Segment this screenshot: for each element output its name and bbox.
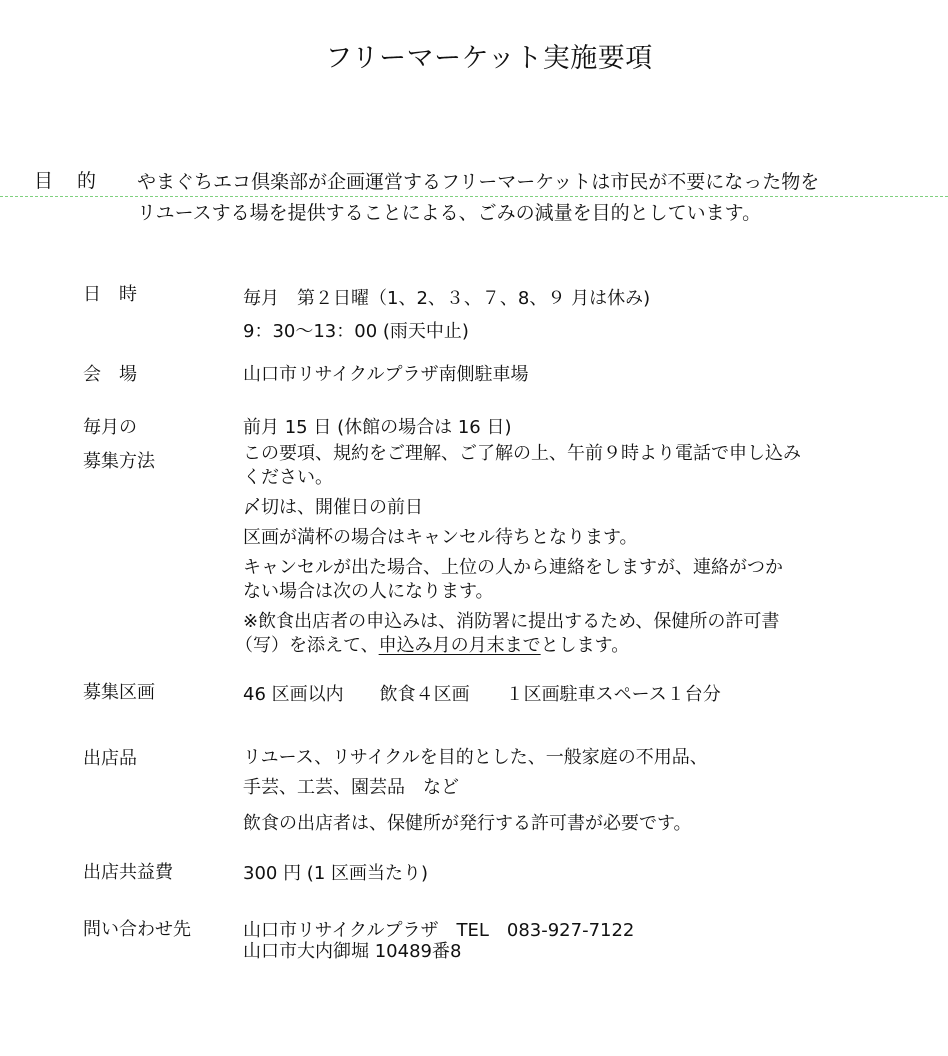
fee-label: 出店共益費: [83, 862, 173, 883]
schedule-date: 毎月 第２日曜（1、2、３、７、8、９ 月は休み): [243, 288, 651, 309]
application-line: ※飲食出店者の申込みは、消防署に提出するため、保健所の許可書: [243, 611, 780, 632]
schedule-time: 9：30～13：00 (雨天中止): [243, 321, 469, 342]
items-line: 手芸、工芸、園芸品 など: [243, 777, 459, 798]
application-line: 区画が満杯の場合はキャンセル待ちとなります。: [243, 527, 638, 548]
items-value: [243, 743, 883, 841]
contact-address: 山口市大内御堀 10489番8: [243, 941, 462, 962]
deadline-prefix: （写）を添えて、: [235, 635, 379, 656]
contact-value: [243, 916, 883, 962]
schedule-value: [243, 282, 883, 348]
purpose-label: 目 的: [34, 170, 97, 192]
venue-value: 山口市リサイクルプラザ南側駐車場: [243, 364, 529, 385]
divider-line: [0, 196, 948, 197]
sections-label: 募集区画: [83, 682, 155, 703]
application-value: [235, 416, 883, 664]
page-title: フリーマーケット実施要項: [325, 43, 653, 74]
contact-phone: 山口市リサイクルプラザ TEL 083-927-7122: [243, 920, 635, 941]
items-line: リユース、リサイクルを目的とした、一般家庭の不用品、: [243, 747, 708, 768]
application-line: ない場合は次の人になります。: [243, 581, 494, 602]
application-line: ください。: [243, 467, 333, 488]
purpose-line-1: やまぐちエコ倶楽部が企画運営するフリーマーケットは市民が不要になった物を: [137, 171, 820, 193]
application-deadline-line: [235, 634, 883, 658]
application-label: 毎月の 募集方法: [83, 417, 155, 472]
deadline-underlined: 申込み月の月末まで: [378, 635, 541, 656]
application-line: 〆切は、開催日の前日: [243, 497, 423, 518]
application-line: 前月 15 日 (休館の場合は 16 日): [243, 417, 512, 438]
deadline-suffix: とします。: [540, 635, 630, 656]
application-line: キャンセルが出た場合、上位の人から連絡をしますが、連絡がつか: [243, 557, 783, 578]
fee-value: 300 円 (1 区画当たり): [243, 863, 429, 884]
application-line: この要項、規約をご理解、ご了解の上、午前９時より電話で申し込み: [243, 443, 801, 464]
contact-label: 問い合わせ先: [83, 919, 191, 940]
items-line: 飲食の出店者は、保健所が発行する許可書が必要です。: [243, 813, 692, 834]
schedule-label: 日 時: [83, 284, 137, 305]
purpose-line-2: リユースする場を提供することによる、ごみの減量を目的としています。: [137, 202, 762, 224]
sections-value: 46 区画以内 飲食４区画 １区画駐車スペース１台分: [243, 684, 721, 705]
items-label: 出店品: [83, 748, 137, 769]
purpose-text: [137, 166, 907, 229]
venue-label: 会 場: [83, 364, 137, 385]
